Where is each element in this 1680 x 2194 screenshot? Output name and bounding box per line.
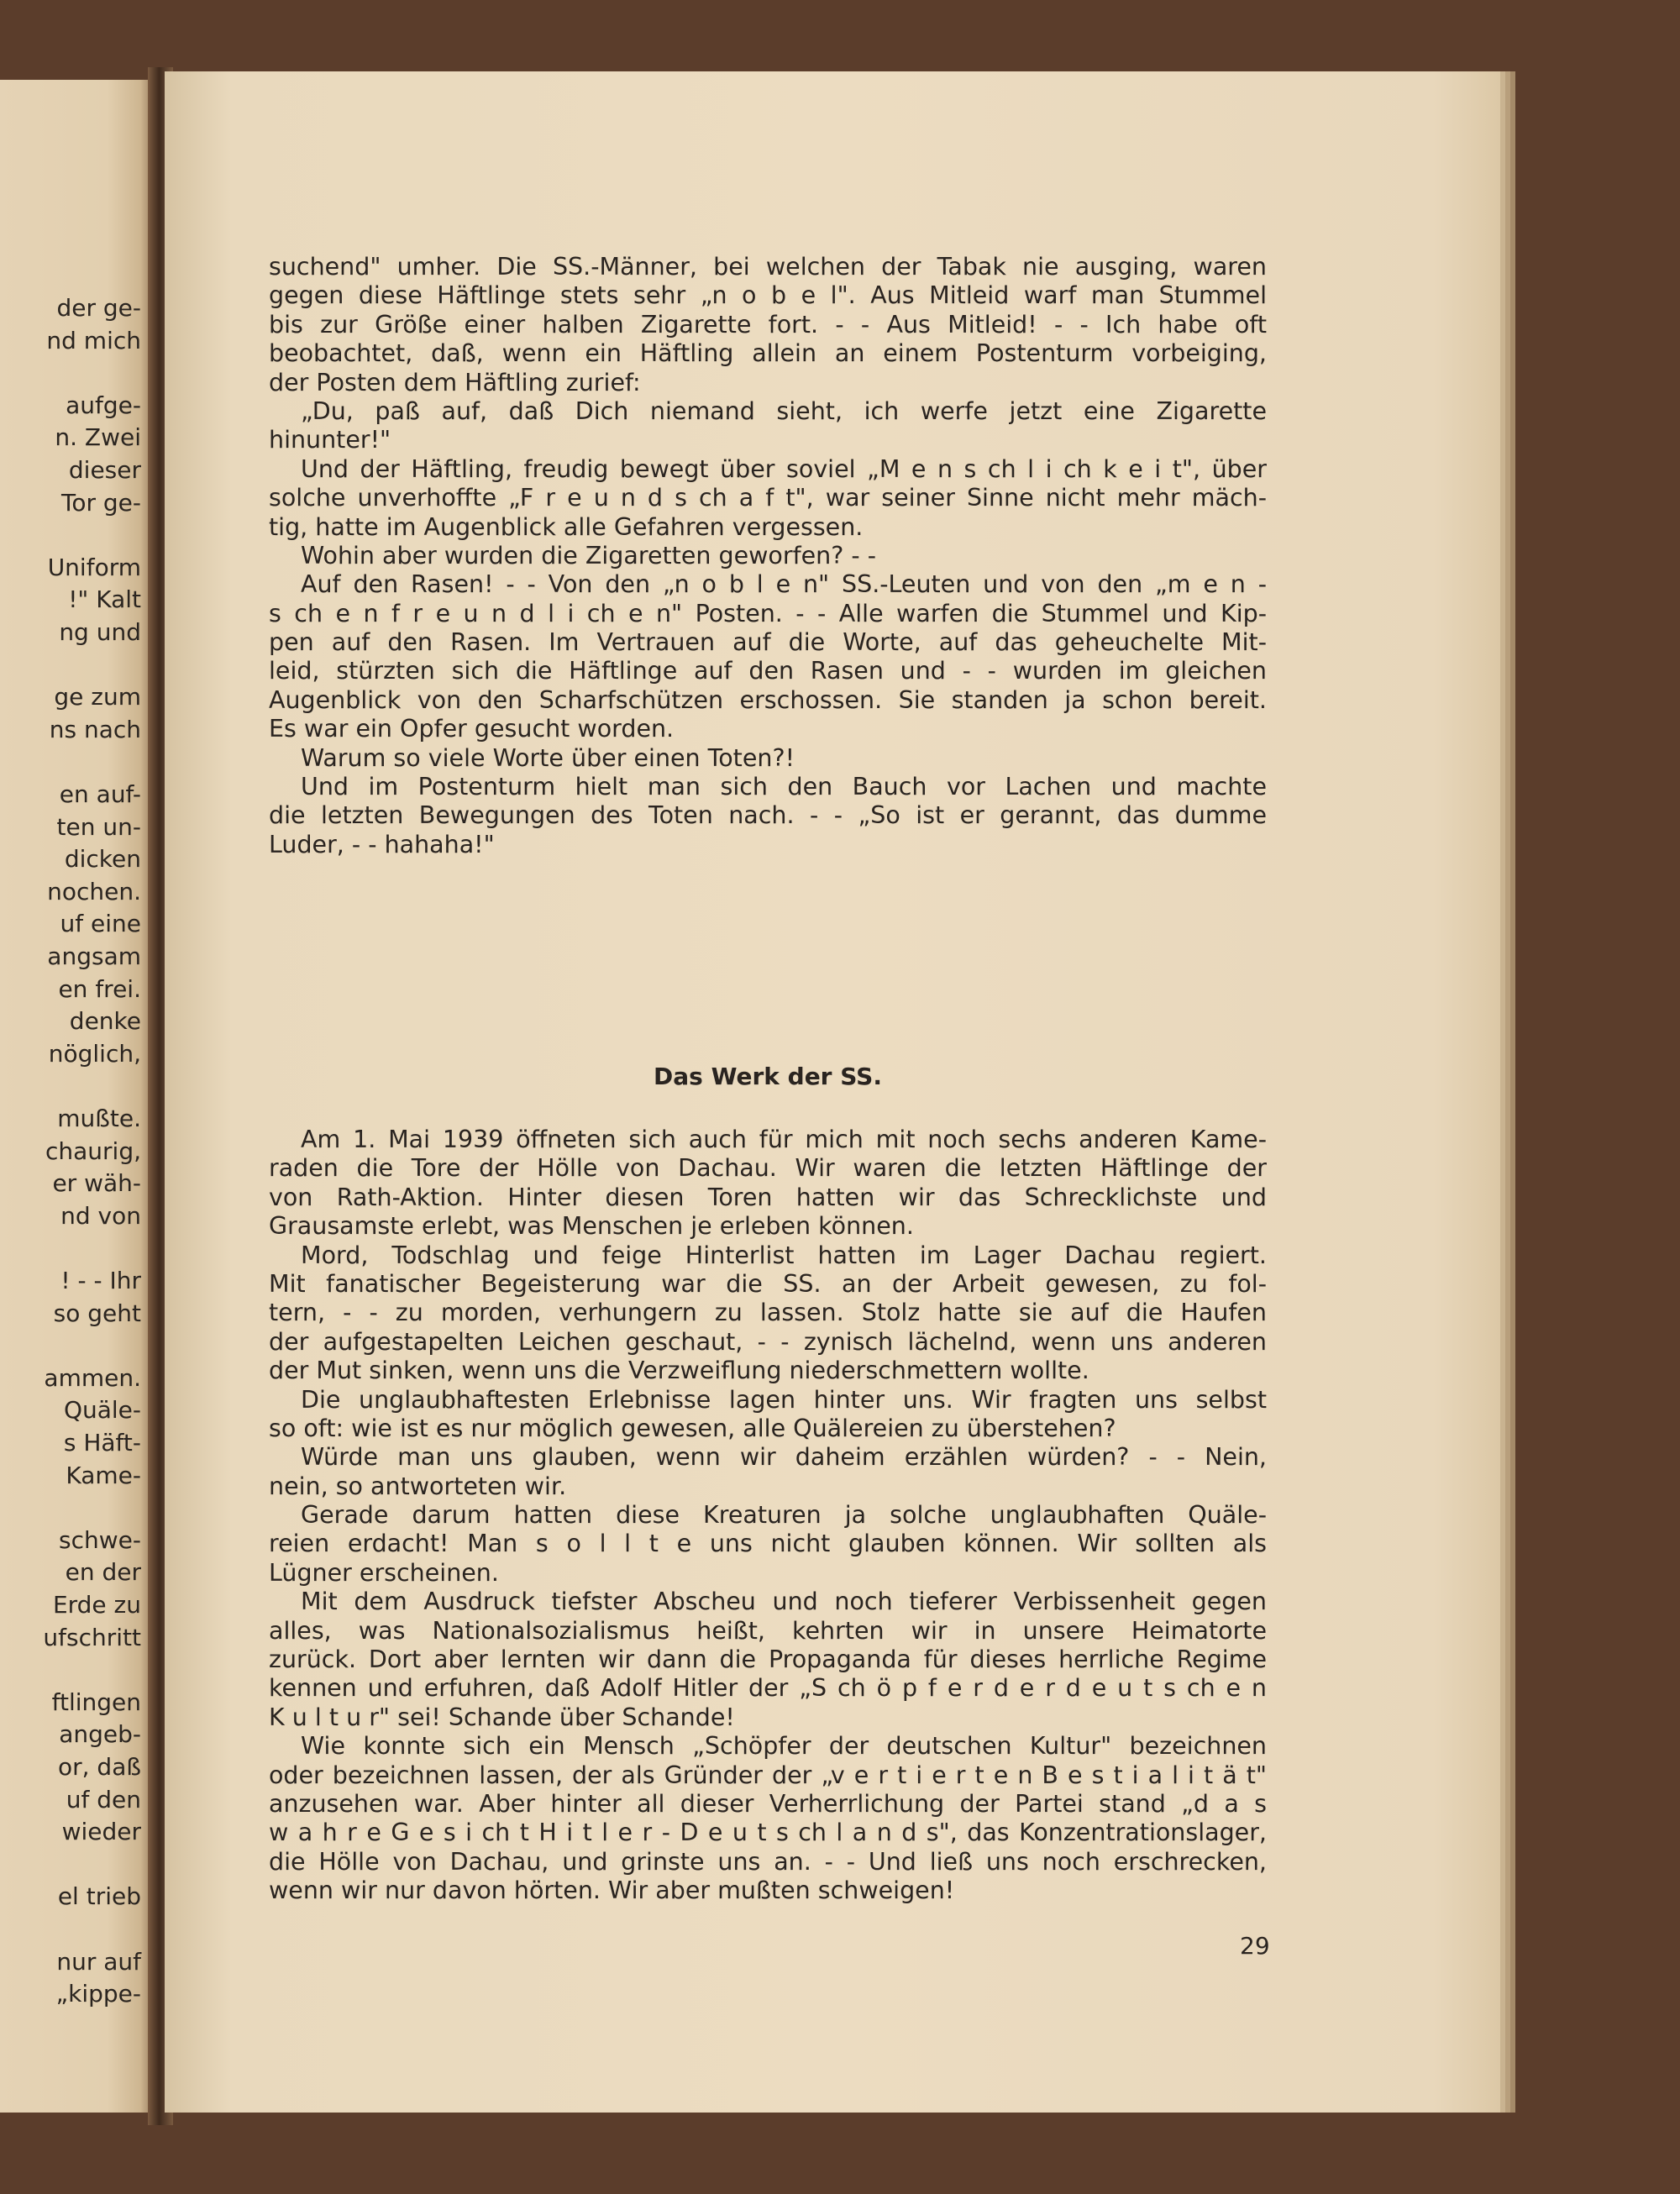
- left-page-line: dieser: [68, 456, 141, 484]
- text-line: Mit fanatischer Begeisterung war die SS. an der Arbeit gewesen, zu fol-: [269, 1269, 1267, 1298]
- text-line: die Hölle von Dachau, und grinste uns an. - - Und ließ uns noch erschrecken,: [269, 1847, 1267, 1876]
- text-line: der Posten dem Häftling zurief:: [269, 368, 641, 396]
- text-line: raden die Tore der Hölle von Dachau. Wir waren die letzten Häftlinge der: [269, 1154, 1267, 1183]
- left-page-line: ftlingen: [51, 1687, 141, 1716]
- left-page-line: en der: [65, 1558, 141, 1587]
- left-page-fragment: [0, 80, 153, 2113]
- left-page-line: ten un-: [56, 812, 141, 841]
- left-page-line: el trieb: [57, 1882, 141, 1911]
- text-line: der aufgestapelten Leichen geschaut, - - zynisch lächelnd, wenn uns anderen: [269, 1327, 1267, 1356]
- left-page-line: nochen.: [47, 877, 141, 905]
- text-line: pen auf den Rasen. Im Vertrauen auf die Worte, auf das geheuchelte Mit-: [269, 628, 1267, 657]
- left-page-line: nd von: [60, 1201, 141, 1230]
- left-page-line: or, daß: [57, 1753, 141, 1781]
- text-line: zurück. Dort aber lernten wir dann die Propaganda für dieses herrliche Regime: [269, 1646, 1267, 1674]
- left-page-line: uf eine: [60, 910, 141, 938]
- left-page-line: der ge-: [56, 294, 141, 322]
- text-line: s ch e n f r e u n d l i ch e n" Posten. - - Alle warfen die Stummel und Kip-: [269, 599, 1267, 627]
- text-line: Wohin aber wurden die Zigaretten geworfen? - -: [301, 541, 877, 569]
- text-line: K u l t u r" sei! Schande über Schande!: [269, 1703, 735, 1731]
- text-line: bis zur Größe einer halben Zigarette fort. - - Aus Mitleid! - - Ich habe oft: [269, 310, 1267, 339]
- text-line: kennen und erfuhren, daß Adolf Hitler der „S ch ö p f e r d e r d e u t s ch e n: [269, 1674, 1267, 1703]
- left-page-line: chaurig,: [45, 1136, 141, 1165]
- text-line: der Mut sinken, wenn uns die Verzweiflung niederschmettern wollte.: [269, 1357, 1089, 1385]
- left-page-line: ng und: [59, 618, 141, 646]
- left-page-line: Kame-: [66, 1461, 141, 1489]
- section-2: [269, 1126, 1267, 1906]
- left-page-line: ns nach: [49, 715, 141, 743]
- text-line: suchend" umher. Die SS.-Männer, bei welchen der Tabak nie ausging, waren: [269, 253, 1267, 281]
- left-page-line: angsam: [47, 942, 141, 970]
- right-page: [165, 71, 1500, 2113]
- text-line: Warum so viele Worte über einen Toten?!: [301, 743, 795, 772]
- left-page-line: dicken: [64, 845, 141, 874]
- left-page-line: „kippe-: [55, 1980, 141, 2008]
- text-line: Augenblick von den Scharfschützen erschossen. Sie standen ja schon bereit.: [269, 685, 1267, 714]
- text-line: Würde man uns glauben, wenn wir daheim erzählen würden? - - Nein,: [301, 1443, 1267, 1472]
- left-page-line: ge zum: [54, 683, 141, 711]
- left-page-line: aufge-: [66, 391, 141, 419]
- text-line: Grausamste erlebt, was Menschen je erleben können.: [269, 1212, 914, 1241]
- text-line: tig, hatte im Augenblick alle Gefahren vergessen.: [269, 512, 864, 541]
- left-page-line: ! - - Ihr: [60, 1267, 141, 1294]
- text-line: hinunter!": [269, 426, 391, 454]
- left-page-line: so geht: [53, 1299, 141, 1327]
- left-page-line: nöglich,: [48, 1039, 141, 1068]
- body-text: [269, 253, 1267, 859]
- left-page-line: n. Zwei: [55, 423, 141, 452]
- text-line: reien erdacht! Man s o l l t e uns nicht glauben können. Wir sollten als: [269, 1530, 1267, 1558]
- text-line: anzusehen war. Aber hinter all dieser Verherrlichung der Partei stand „d a s: [269, 1789, 1267, 1818]
- left-page-line: denke: [69, 1007, 141, 1036]
- left-page-line: er wäh-: [52, 1169, 141, 1198]
- text-line: wenn wir nur davon hörten. Wir aber mußten schweigen!: [269, 1876, 955, 1905]
- left-page-line: Tor ge-: [61, 488, 141, 517]
- text-line: Auf den Rasen! - - Von den „n o b l e n" SS.-Leuten und von den „m e n -: [301, 570, 1267, 599]
- text-line: Am 1. Mai 1939 öffneten sich auch für mich mit noch sechs anderen Kame-: [301, 1126, 1267, 1153]
- body-text-2: [269, 1126, 1267, 1906]
- left-page-line: nur auf: [56, 1947, 141, 1976]
- text-line: oder bezeichnen lassen, der als Gründer der „v e r t i e r t e n B e s t i a l i t ä t": [269, 1761, 1267, 1789]
- text-line: gegen diese Häftlinge stets sehr „n o b e l". Aus Mitleid warf man Stummel: [269, 281, 1267, 310]
- text-line: w a h r e G e s i ch t H i t l e r - D e u t s ch l a n d s", das Konzentrationslager,: [269, 1819, 1267, 1847]
- section-heading: Das Werk der SS.: [654, 1063, 882, 1090]
- text-line: von Rath-Aktion. Hinter diesen Toren hatten wir das Schrecklichste und: [269, 1183, 1267, 1211]
- left-page-line: s Häft-: [63, 1429, 141, 1457]
- text-line: solche unverhoffte „F r e u n d s ch a f t", war seiner Sinne nicht mehr mäch-: [269, 484, 1267, 512]
- left-page-line: uf den: [66, 1785, 141, 1813]
- text-line: Mord, Todschlag und feige Hinterlist hatten im Lager Dachau regiert.: [301, 1241, 1267, 1269]
- text-line: Lügner erscheinen.: [269, 1558, 499, 1587]
- text-line: Und der Häftling, freudig bewegt über soviel „M e n s ch l i ch k e i t", über: [301, 454, 1267, 483]
- text-line: „Du, paß auf, daß Dich niemand sieht, ich werfe jetzt eine Zigarette: [301, 396, 1267, 425]
- left-page-line: en frei.: [58, 974, 141, 1003]
- left-page-line: mußte.: [57, 1105, 141, 1132]
- section-1: [269, 253, 1267, 859]
- text-line: Luder, - - hahaha!": [269, 830, 495, 858]
- page-number: 29: [1240, 1932, 1270, 1960]
- text-line: leid, stürzten sich die Häftlinge auf den Rasen und - - wurden im gleichen: [269, 657, 1267, 685]
- text-line: tern, - - zu morden, verhungern zu lassen. Stolz hatte sie auf die Haufen: [269, 1299, 1267, 1327]
- text-line: Die unglaubhaftesten Erlebnisse lagen hinter uns. Wir fragten uns selbst: [301, 1385, 1267, 1414]
- left-page-line: schwe-: [59, 1525, 141, 1554]
- text-line: Wie konnte sich ein Mensch „Schöpfer der deutschen Kultur" bezeichnen: [301, 1732, 1267, 1761]
- left-page-line: ammen.: [44, 1363, 141, 1392]
- left-page-line: Erde zu: [52, 1591, 141, 1619]
- left-page-line: en auf-: [59, 780, 141, 808]
- text-line: so oft: wie ist es nur möglich gewesen, alle Quälereien zu überstehen?: [269, 1414, 1116, 1442]
- left-page-line: Uniform: [47, 553, 141, 581]
- left-page-line: wieder: [61, 1818, 141, 1846]
- left-page-line: angeb-: [59, 1720, 141, 1749]
- text-line: alles, was Nationalsozialismus heißt, kehrten wir in unsere Heimatorte: [269, 1616, 1267, 1645]
- left-page-line: nd mich: [46, 326, 141, 354]
- text-line: Und im Postenturm hielt man sich den Bauch vor Lachen und machte: [301, 773, 1267, 801]
- text-line: nein, so antworteten wir.: [269, 1472, 567, 1500]
- text-line: Es war ein Opfer gesucht worden.: [269, 715, 675, 743]
- text-line: die letzten Bewegungen des Toten nach. - - „So ist er gerannt, das dumme: [269, 801, 1267, 830]
- left-page-line: ufschritt: [43, 1623, 141, 1651]
- text-line: Gerade darum hatten diese Kreaturen ja solche unglaubhaften Quäle-: [301, 1501, 1267, 1530]
- left-page-line: !" Kalt: [68, 585, 141, 614]
- left-page-line: Quäle-: [63, 1396, 141, 1425]
- text-line: beobachtet, daß, wenn ein Häftling allein an einem Postenturm vorbeiging,: [269, 339, 1267, 368]
- text-line: Mit dem Ausdruck tiefster Abscheu und noch tieferer Verbissenheit gegen: [301, 1588, 1267, 1616]
